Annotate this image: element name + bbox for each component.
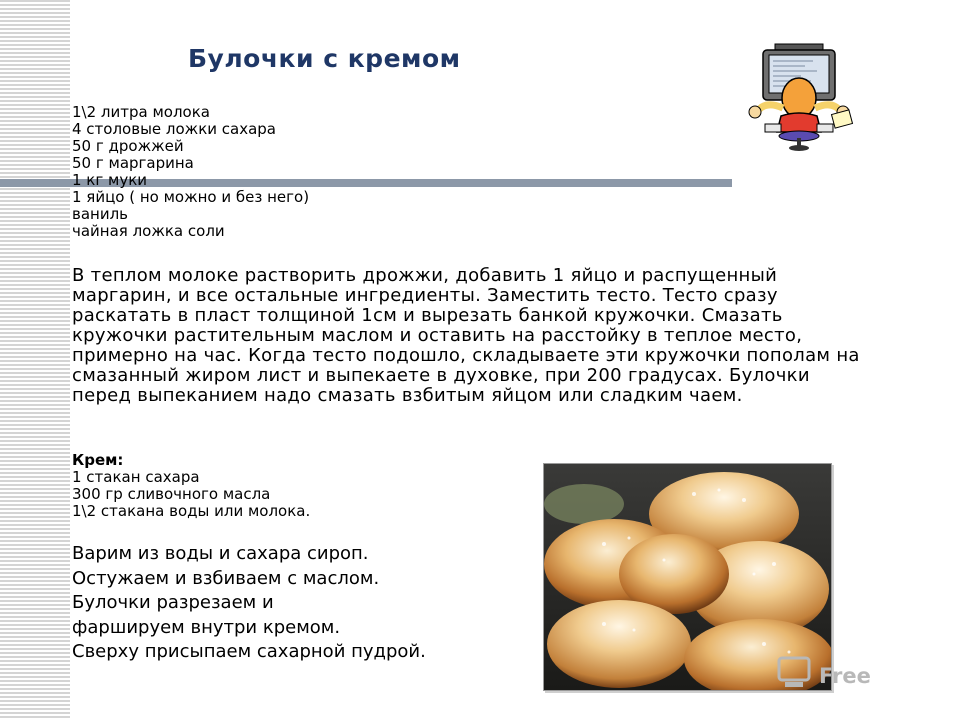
page-title: Булочки с кремом <box>188 44 461 73</box>
step-line: Булочки разрезаем и <box>72 592 274 613</box>
ingredient-item: 50 г дрожжей <box>72 137 184 155</box>
watermark-text: Free <box>819 663 871 688</box>
step-line: фаршируем внутри кремом. <box>72 616 341 638</box>
ingredient-item: 50 г маргарина <box>72 154 194 172</box>
ingredient-item: 1 кг муки <box>72 171 148 189</box>
step-line: Варим из воды и сахара сироп. <box>72 543 369 564</box>
cream-item: 1 стакан сахара <box>72 468 200 486</box>
watermark <box>773 656 871 695</box>
computer-logo-icon <box>773 656 815 695</box>
ingredient-item: чайная ложка соли <box>72 222 225 240</box>
ingredient-item: 4 столовые ложки сахара <box>72 120 276 138</box>
computer-user-clipart-icon <box>743 40 855 152</box>
method-paragraph: В теплом молоке растворить дрожжи, добавить 1 яйцо и распущенный маргарин, и все остальные ингредиенты. Заместить тесто. Тесто сразу раскатать в пласт толщиной 1см и вырезать банкой кружочки. Смазать кружочки растительным маслом и оставить на расстойку в теплое место, примерно на час. Когда тесто подошло, складываете эти кружочки пополам на смазанный жиром лист и выпекаете в духовке, при 200 градусах. Булочки перед выпеканием надо смазать взбитым яйцом или сладким чаем. <box>72 265 860 406</box>
cream-heading: Крем: <box>72 451 124 469</box>
ingredients-list <box>72 104 309 240</box>
cream-section <box>72 452 310 520</box>
ingredient-item: ваниль <box>72 205 129 223</box>
left-stripe-decoration <box>0 0 70 720</box>
ingredient-item: 1\2 литра молока <box>72 103 210 121</box>
ingredient-item: 1 яйцо ( но можно и без него) <box>72 188 310 206</box>
cream-item: 300 гр сливочного масла <box>72 485 271 503</box>
cream-item: 1\2 стакана воды или молока. <box>72 502 311 520</box>
step-line: Остужаем и взбиваем с маслом. <box>72 567 380 589</box>
step-line: Сверху присыпаем сахарной пудрой. <box>72 641 426 662</box>
cream-steps <box>72 543 426 666</box>
